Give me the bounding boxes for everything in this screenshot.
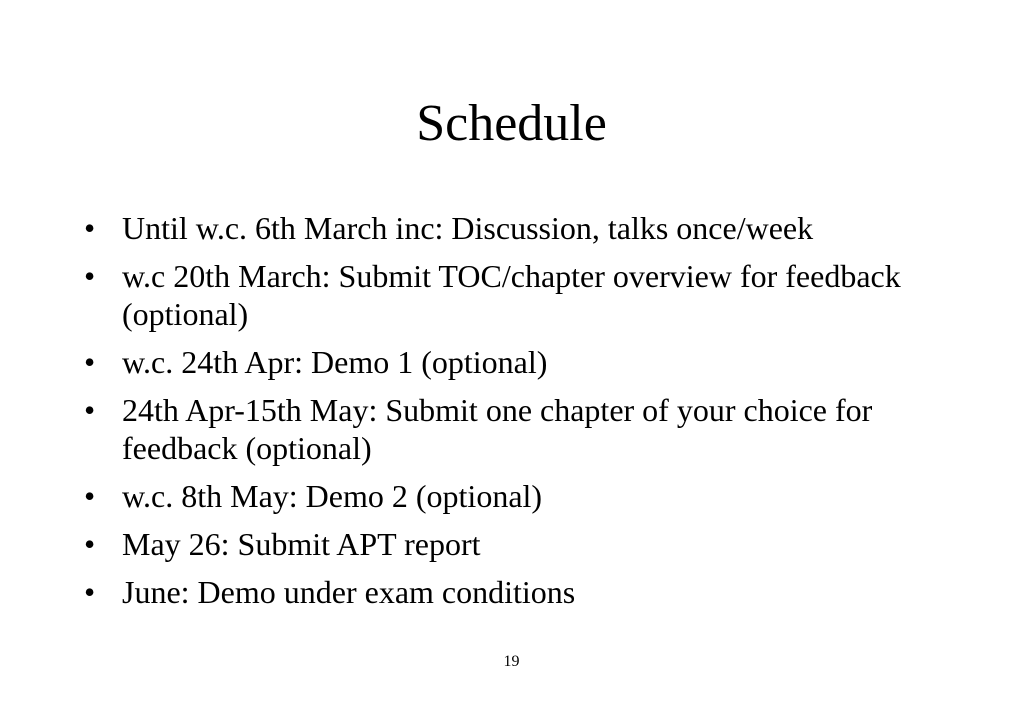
list-item-text: w.c. 24th Apr: Demo 1 (optional) [122, 344, 548, 380]
list-item [84, 257, 964, 333]
list-item-text: May 26: Submit APT report [122, 526, 481, 562]
list-item [84, 525, 964, 563]
list-item-text: Until w.c. 6th March inc: Discussion, talks once/week [122, 210, 814, 246]
list-item [84, 343, 964, 381]
list-item [84, 477, 964, 515]
list-item-text: w.c 20th March: Submit TOC/chapter overview for feedback (optional) [122, 258, 901, 332]
bullet-icon: • [84, 526, 96, 562]
slide-title: Schedule [416, 95, 607, 152]
bullet-icon: • [84, 344, 96, 380]
list-item [84, 391, 964, 467]
list-item [84, 209, 964, 247]
list-item [84, 573, 964, 611]
bullet-icon: • [84, 258, 96, 294]
list-item-text: June: Demo under exam conditions [122, 574, 576, 610]
bullet-icon: • [84, 478, 96, 514]
bullet-icon: • [84, 392, 96, 428]
list-item-text: 24th Apr-15th May: Submit one chapter of your choice for feedback (optional) [122, 392, 873, 466]
page-number: 19 [503, 653, 520, 670]
schedule-list [84, 209, 964, 621]
bullet-icon: • [84, 210, 96, 246]
list-item-text: w.c. 8th May: Demo 2 (optional) [122, 478, 543, 514]
bullet-icon: • [84, 574, 96, 610]
